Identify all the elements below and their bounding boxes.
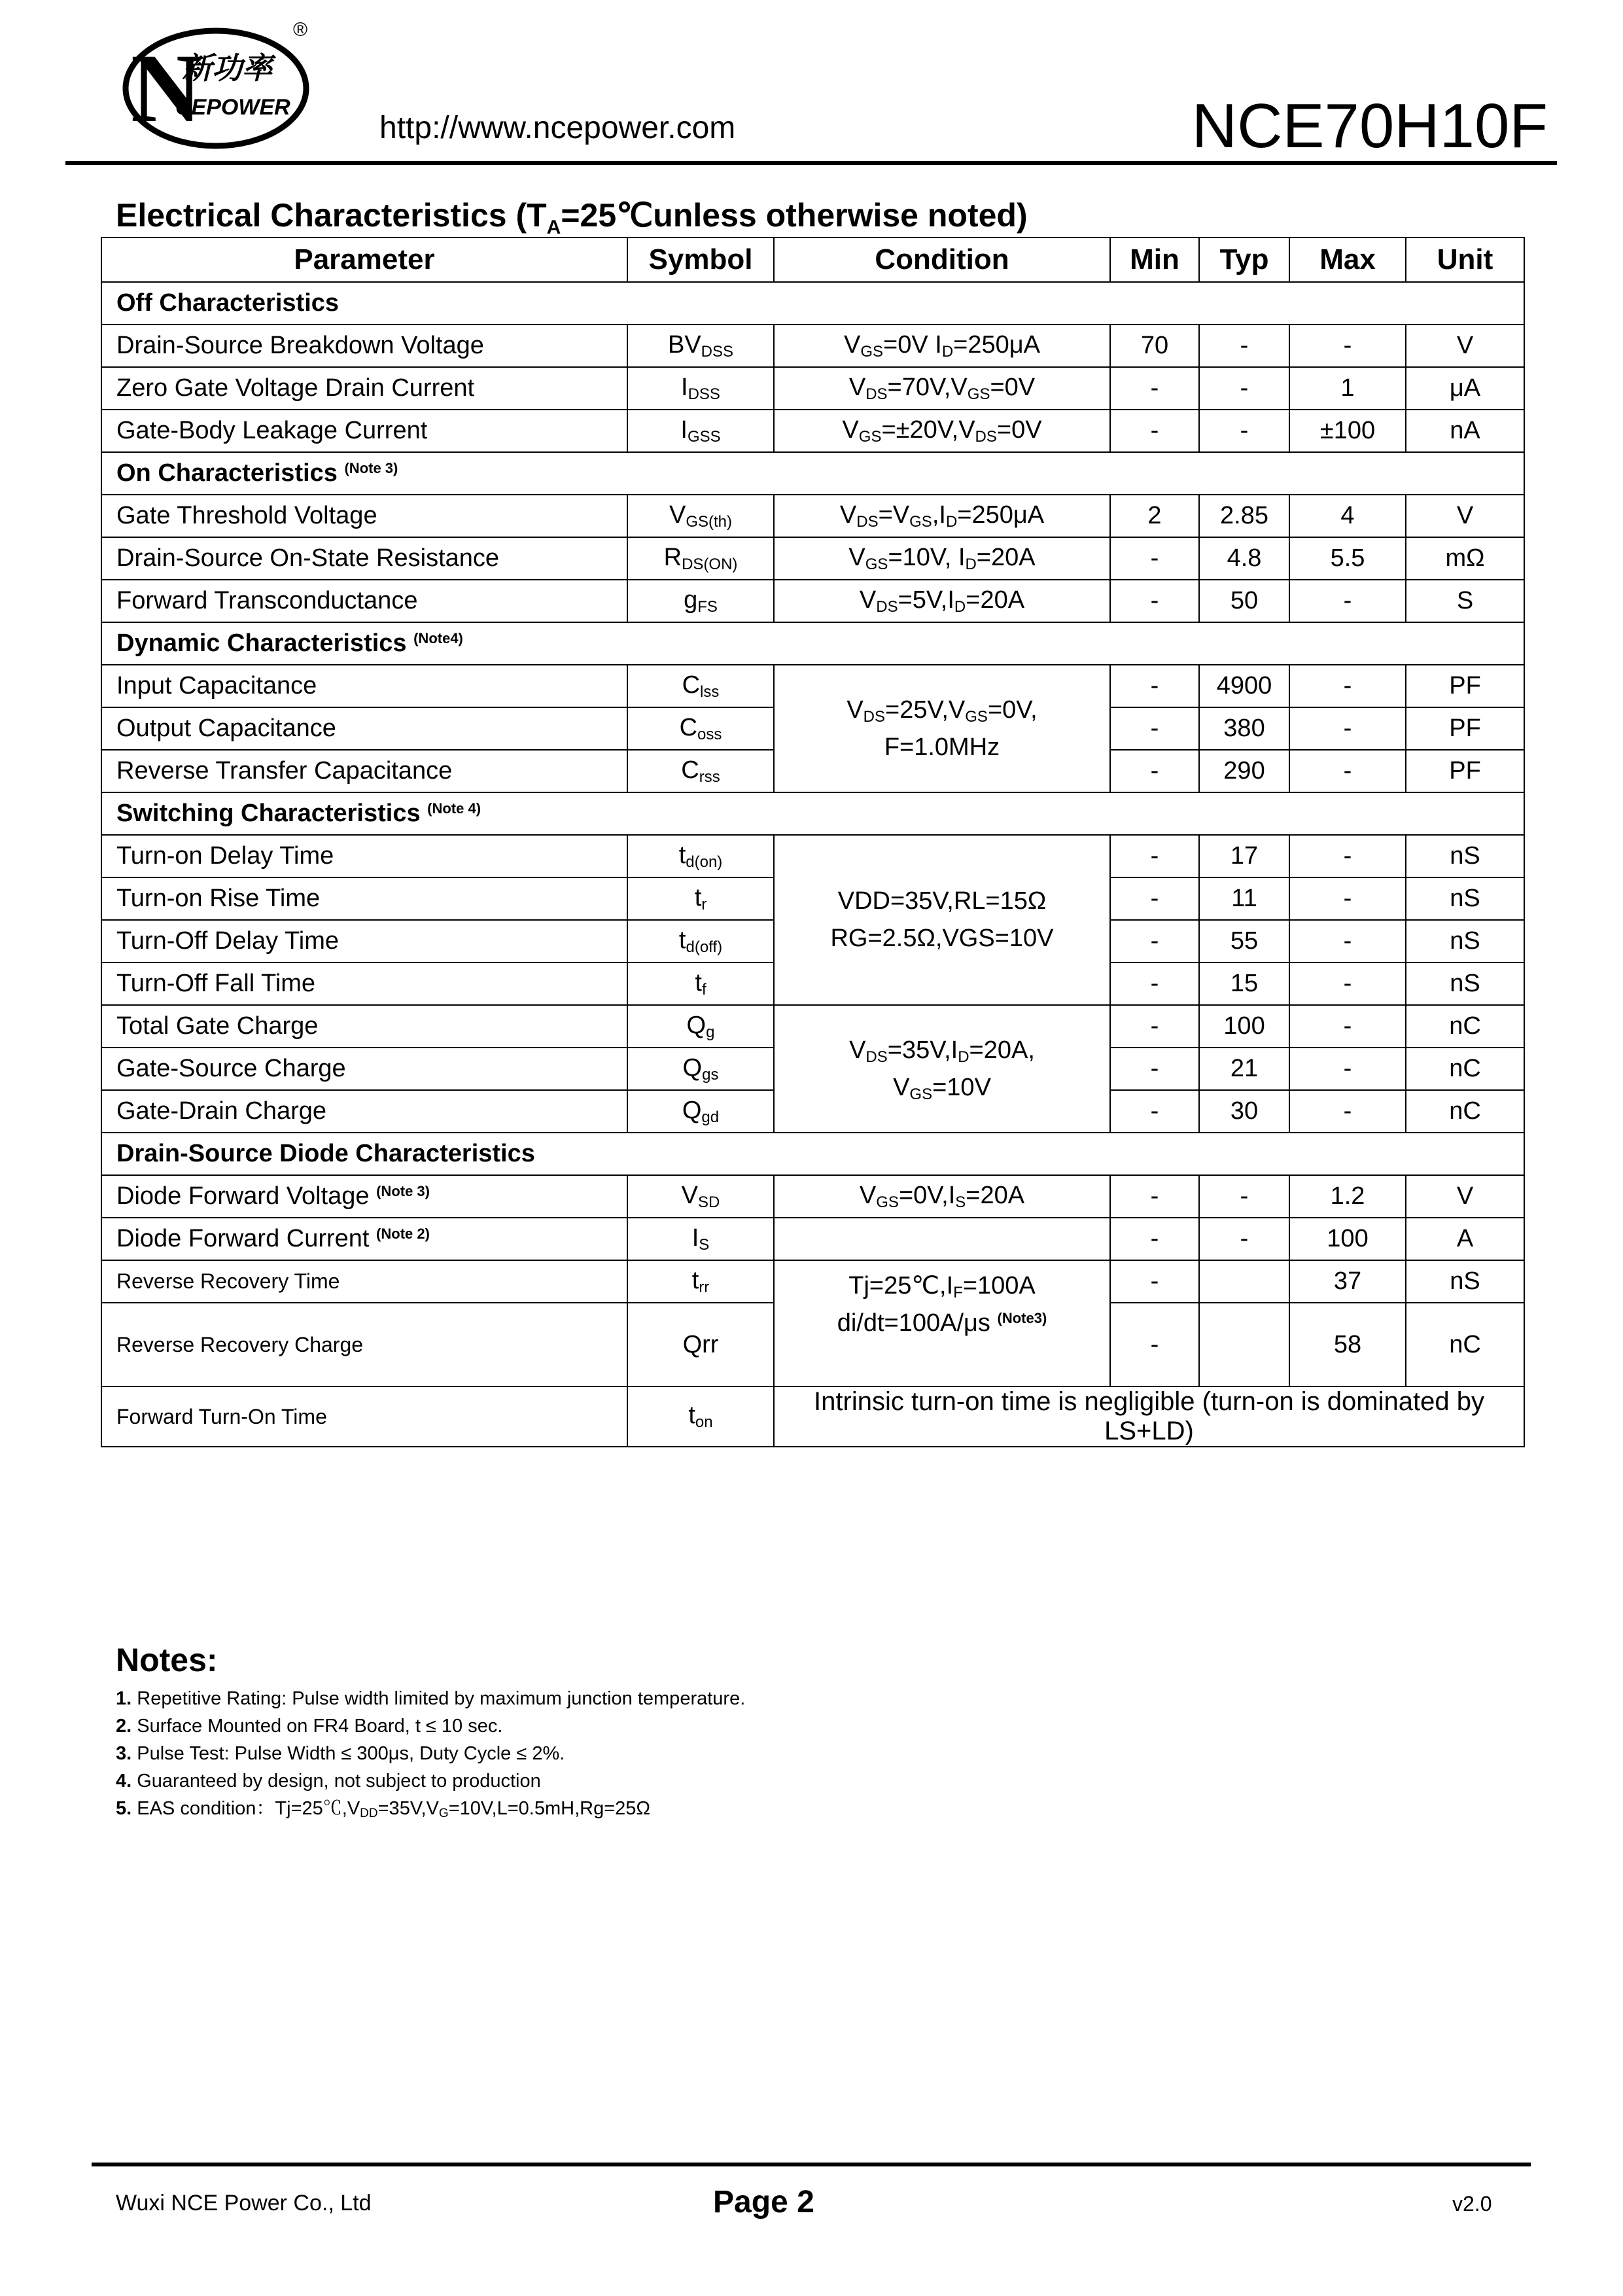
gate-charge-condition: $V_{DS}=35V,I_D=20A$, $V_{GS}=10V$	[774, 1005, 1110, 1133]
table-row	[101, 367, 1524, 410]
col-header-max: Max	[1289, 238, 1406, 282]
table-cell: -	[1110, 1048, 1199, 1090]
table-cell: -	[1110, 920, 1199, 963]
table-cell: 58	[1289, 1303, 1406, 1386]
table-cell: -	[1289, 877, 1406, 920]
section-row	[101, 282, 1524, 325]
col-header-unit: Unit	[1406, 238, 1524, 282]
table-cell: 4	[1289, 495, 1406, 537]
table-cell: $Q_{gs}$	[627, 1048, 774, 1090]
table-cell: 4900	[1199, 665, 1289, 707]
col-header-typ: Typ	[1199, 238, 1289, 282]
table-cell: 11	[1199, 877, 1289, 920]
table-row	[101, 410, 1524, 452]
table-cell: Turn-on Delay Time	[101, 835, 627, 877]
table-cell: 290	[1199, 750, 1289, 792]
table-cell: Input Capacitance	[101, 665, 627, 707]
table-cell: 2.85	[1199, 495, 1289, 537]
table-cell: $t_{on}$	[627, 1386, 774, 1447]
table-cell: 2	[1110, 495, 1199, 537]
table-cell: Forward Turn-On Time	[101, 1386, 627, 1447]
table-cell: nC	[1406, 1090, 1524, 1133]
table-cell: nA	[1406, 410, 1524, 452]
section-switching: Switching Characteristics $^{(Note 4)}$	[101, 792, 1524, 835]
table-cell: -	[1289, 707, 1406, 750]
table-row	[101, 580, 1524, 622]
table-cell: 30	[1199, 1090, 1289, 1133]
table-cell: $C_{rss}$	[627, 750, 774, 792]
table-cell: -	[1110, 1260, 1199, 1303]
table-cell: nC	[1406, 1048, 1524, 1090]
table-cell: -	[1289, 1005, 1406, 1048]
table-cell: -	[1289, 920, 1406, 963]
section-dynamic: Dynamic Characteristics $^{(Note4)}$	[101, 622, 1524, 665]
table-cell: $I_{GSS}$	[627, 410, 774, 452]
table-cell	[1199, 1260, 1289, 1303]
table-cell: nC	[1406, 1005, 1524, 1048]
table-cell: -	[1110, 580, 1199, 622]
table-cell: 55	[1199, 920, 1289, 963]
section-on: On Characteristics $^{(Note 3)}$	[101, 452, 1524, 495]
table-cell: $Q_g$	[627, 1005, 774, 1048]
col-header-symbol: Symbol	[627, 238, 774, 282]
table-cell: -	[1110, 367, 1199, 410]
table-cell: Zero Gate Voltage Drain Current	[101, 367, 627, 410]
table-cell: $BV_{DSS}$	[627, 325, 774, 367]
table-cell	[1199, 1303, 1289, 1386]
table-cell: $R_{DS(ON)}$	[627, 537, 774, 580]
table-cell: -	[1199, 410, 1289, 452]
company-logo	[118, 16, 314, 150]
table-row	[101, 1005, 1524, 1048]
table-cell: -	[1110, 750, 1199, 792]
table-cell: nS	[1406, 877, 1524, 920]
table-cell: 380	[1199, 707, 1289, 750]
header-divider	[65, 161, 1557, 165]
table-cell: Drain-Source Breakdown Voltage	[101, 325, 627, 367]
table-cell: $V_{SD}$	[627, 1175, 774, 1218]
table-cell: PF	[1406, 750, 1524, 792]
table-cell: V	[1406, 495, 1524, 537]
note-item: 5. EAS condition：$Tj=25℃,V_{DD}=35V,V_G=10V,L=0.5mH,Rg=25\Omega$	[116, 1798, 651, 1820]
table-cell: -	[1289, 835, 1406, 877]
table-row	[101, 665, 1524, 707]
table-cell: $V_{GS(th)}$	[627, 495, 774, 537]
table-cell: $I_S$	[627, 1218, 774, 1260]
table-cell: Turn-Off Delay Time	[101, 920, 627, 963]
table-row	[101, 325, 1524, 367]
col-header-min: Min	[1110, 238, 1199, 282]
table-cell: PF	[1406, 707, 1524, 750]
table-cell: nS	[1406, 963, 1524, 1005]
table-cell: Gate-Body Leakage Current	[101, 410, 627, 452]
recovery-condition: $Tj=25℃,I_F=100A$ di/dt=100A/μs $^{(Note3)}$	[774, 1260, 1110, 1386]
table-cell: Gate-Source Charge	[101, 1048, 627, 1090]
table-cell: -	[1289, 1048, 1406, 1090]
table-cell: -	[1110, 835, 1199, 877]
table-cell: $Q_{gd}$	[627, 1090, 774, 1133]
table-cell: -	[1289, 1090, 1406, 1133]
table-cell: $t_r$	[627, 877, 774, 920]
table-cell: $I_{DSS}$	[627, 367, 774, 410]
section-off: Off Characteristics	[101, 282, 1524, 325]
table-cell: -	[1110, 707, 1199, 750]
note-item: 4. Guaranteed by design, not subject to production	[116, 1771, 541, 1792]
table-cell: 21	[1199, 1048, 1289, 1090]
table-cell: -	[1289, 750, 1406, 792]
table-cell: -	[1110, 1090, 1199, 1133]
logo-chinese-text: 新功率	[182, 50, 272, 86]
table-cell: Drain-Source On-State Resistance	[101, 537, 627, 580]
table-cell: $t_{d(on)}$	[627, 835, 774, 877]
table-cell: nS	[1406, 1260, 1524, 1303]
table-cell: -	[1110, 665, 1199, 707]
table-cell: μA	[1406, 367, 1524, 410]
table-cell: $V_{DS}=V_{GS},I_D=250\mu A$	[774, 495, 1110, 537]
table-cell: 4.8	[1199, 537, 1289, 580]
section-row	[101, 792, 1524, 835]
table-cell: -	[1110, 1218, 1199, 1260]
table-cell: -	[1289, 963, 1406, 1005]
table-cell: $V_{GS}=0V$ $I_D=250\mu A$	[774, 325, 1110, 367]
footer-company: Wuxi NCE Power Co., Ltd	[116, 2191, 372, 2216]
switching-condition: VDD=35V,RL=15Ω RG=2.5Ω,VGS=10V	[774, 835, 1110, 1005]
part-number: NCE70H10F	[1191, 91, 1548, 161]
col-header-parameter: Parameter	[101, 238, 627, 282]
table-row	[101, 537, 1524, 580]
table-cell: Turn-on Rise Time	[101, 877, 627, 920]
footer-version: v2.0	[1452, 2192, 1492, 2216]
electrical-characteristics-table	[101, 237, 1525, 1447]
table-cell: 17	[1199, 835, 1289, 877]
table-cell: Reverse Recovery Charge	[101, 1303, 627, 1386]
table-cell: -	[1110, 963, 1199, 1005]
table-cell: 100	[1289, 1218, 1406, 1260]
table-cell: PF	[1406, 665, 1524, 707]
note-item: 1. Repetitive Rating: Pulse width limited by maximum junction temperature.	[116, 1688, 746, 1709]
table-cell: $V_{GS}=10V$, $I_D=20A$	[774, 537, 1110, 580]
table-cell: $t_{d(off)}$	[627, 920, 774, 963]
table-cell: 50	[1199, 580, 1289, 622]
table-cell: $t_{rr}$	[627, 1260, 774, 1303]
table-cell: 100	[1199, 1005, 1289, 1048]
col-header-condition: Condition	[774, 238, 1110, 282]
table-cell: $V_{GS}=\pm 20V,V_{DS}=0V$	[774, 410, 1110, 452]
table-cell: $t_f$	[627, 963, 774, 1005]
table-cell: S	[1406, 580, 1524, 622]
table-cell: 15	[1199, 963, 1289, 1005]
table-cell: -	[1289, 580, 1406, 622]
table-header-row	[101, 238, 1524, 282]
note-item: 3. Pulse Test: Pulse Width ≤ 300μs, Duty Cycle ≤ 2%.	[116, 1743, 565, 1764]
table-cell: V	[1406, 1175, 1524, 1218]
table-row	[101, 1386, 1524, 1447]
table-cell: Diode Forward Voltage $^{(Note 3)}$	[101, 1175, 627, 1218]
table-cell: $V_{DS}=70V,V_{GS}=0V$	[774, 367, 1110, 410]
section-diode: Drain-Source Diode Characteristics	[101, 1133, 1524, 1175]
table-cell: Reverse Transfer Capacitance	[101, 750, 627, 792]
table-cell: mΩ	[1406, 537, 1524, 580]
table-cell: V	[1406, 325, 1524, 367]
table-cell: 1	[1289, 367, 1406, 410]
table-cell: -	[1110, 537, 1199, 580]
table-cell: Diode Forward Current $^{(Note 2)}$	[101, 1218, 627, 1260]
table-cell: Gate-Drain Charge	[101, 1090, 627, 1133]
table-cell: -	[1110, 410, 1199, 452]
registered-mark: ®	[293, 19, 308, 41]
website-url[interactable]: http://www.ncepower.com	[379, 111, 736, 145]
note-item: 2. Surface Mounted on FR4 Board, t ≤ 10 sec.	[116, 1716, 503, 1737]
table-cell: Output Capacitance	[101, 707, 627, 750]
table-cell: A	[1406, 1218, 1524, 1260]
table-cell: Qrr	[627, 1303, 774, 1386]
table-cell: Total Gate Charge	[101, 1005, 627, 1048]
table-cell: Forward Transconductance	[101, 580, 627, 622]
table-cell: -	[1110, 1303, 1199, 1386]
capacitance-condition: $V_{DS}=25V,V_{GS}=0V$, F=1.0MHz	[774, 665, 1110, 792]
logo-letter: N	[131, 34, 202, 143]
footer-page-number: Page 2	[713, 2185, 814, 2219]
table-cell: -	[1199, 367, 1289, 410]
table-cell: -	[1199, 1175, 1289, 1218]
table-cell: -	[1199, 1218, 1289, 1260]
table-cell: -	[1289, 665, 1406, 707]
notes-title: Notes:	[116, 1642, 218, 1678]
table-cell: -	[1110, 877, 1199, 920]
table-cell: Reverse Recovery Time	[101, 1260, 627, 1303]
table-cell: ±100	[1289, 410, 1406, 452]
footer-divider	[92, 2163, 1531, 2166]
table-cell: -	[1110, 1175, 1199, 1218]
table-cell: nS	[1406, 835, 1524, 877]
table-cell	[774, 1218, 1110, 1260]
table-row	[101, 1175, 1524, 1218]
table-cell: $V_{GS}=0V,I_S=20A$	[774, 1175, 1110, 1218]
table-cell: 5.5	[1289, 537, 1406, 580]
table-cell: -	[1199, 325, 1289, 367]
table-cell: nC	[1406, 1303, 1524, 1386]
notes-list	[116, 1685, 745, 1828]
table-cell: $C_{oss}$	[627, 707, 774, 750]
table-cell: Intrinsic turn-on time is negligible (turn-on is dominated by LS+LD)	[774, 1386, 1524, 1447]
section-row	[101, 452, 1524, 495]
table-cell: $g_{FS}$	[627, 580, 774, 622]
table-cell: -	[1110, 1005, 1199, 1048]
section-row	[101, 1133, 1524, 1175]
table-row	[101, 1260, 1524, 1303]
table-cell: 70	[1110, 325, 1199, 367]
table-row	[101, 835, 1524, 877]
table-cell: 37	[1289, 1260, 1406, 1303]
table-cell: 1.2	[1289, 1175, 1406, 1218]
table-cell: Gate Threshold Voltage	[101, 495, 627, 537]
table-row	[101, 495, 1524, 537]
logo-english-text: CEPOWER	[175, 95, 290, 120]
table-cell: Turn-Off Fall Time	[101, 963, 627, 1005]
table-cell: $C_{lss}$	[627, 665, 774, 707]
table-cell: $V_{DS}=5V,I_D=20A$	[774, 580, 1110, 622]
section-heading: Electrical Characteristics ($T_A=25℃unless$ otherwise noted)	[116, 197, 1028, 238]
section-row	[101, 622, 1524, 665]
table-row	[101, 1218, 1524, 1260]
table-cell: -	[1289, 325, 1406, 367]
table-cell: nS	[1406, 920, 1524, 963]
